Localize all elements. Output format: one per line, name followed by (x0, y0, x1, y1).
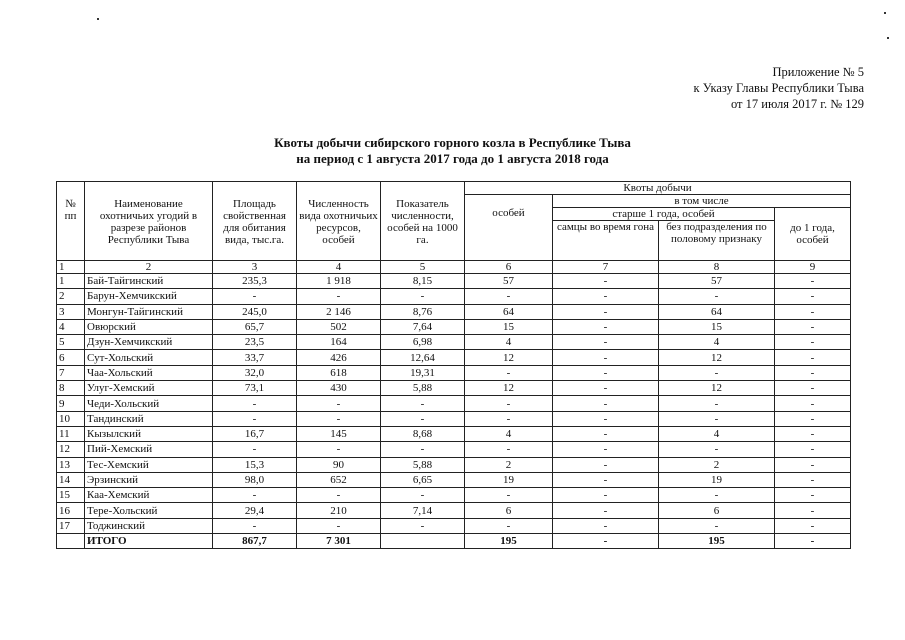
table-cell: - (775, 319, 851, 334)
district-name-cell: Чеди-Хольский (85, 396, 213, 411)
header-num: № пп (57, 182, 85, 261)
table-cell: - (775, 488, 851, 503)
table-cell: 8,15 (381, 274, 465, 289)
appendix-line-3: от 17 июля 2017 г. № 129 (730, 97, 864, 111)
document-title (0, 135, 905, 167)
table-cell: - (553, 381, 659, 396)
district-name-cell: Барун-Хемчикский (85, 289, 213, 304)
table-cell: - (213, 396, 297, 411)
table-cell: - (553, 488, 659, 503)
table-cell: 8,76 (381, 304, 465, 319)
column-number-row (57, 261, 851, 274)
table-cell: - (659, 411, 775, 426)
header-young: до 1 года, особей (775, 208, 851, 261)
table-row (57, 335, 851, 350)
table-cell: 6 (465, 503, 553, 518)
table-cell: - (775, 289, 851, 304)
table-cell: - (465, 442, 553, 457)
table-cell: - (465, 488, 553, 503)
quota-table (56, 181, 851, 549)
total-label: ИТОГО (85, 534, 213, 549)
table-cell: - (775, 503, 851, 518)
table-cell: - (775, 472, 851, 487)
appendix-note (694, 64, 864, 112)
table-cell: 32,0 (213, 365, 297, 380)
table-cell: 652 (297, 472, 381, 487)
table-cell: - (553, 442, 659, 457)
table-cell: - (659, 488, 775, 503)
table-cell: 2 (57, 289, 85, 304)
table-cell: 2 (465, 457, 553, 472)
table-cell: 245,0 (213, 304, 297, 319)
table-row (57, 365, 851, 380)
table-cell: - (297, 518, 381, 533)
column-number: 6 (465, 261, 553, 274)
table-cell: - (775, 365, 851, 380)
title-line-2: на период с 1 августа 2017 года до 1 августа 2018 года (296, 151, 609, 166)
district-name-cell: Эрзинский (85, 472, 213, 487)
table-row (57, 411, 851, 426)
table-row (57, 396, 851, 411)
table-cell: 210 (297, 503, 381, 518)
table-cell: 5,88 (381, 381, 465, 396)
table-cell: - (381, 396, 465, 411)
total-cell: 867,7 (213, 534, 297, 549)
table-cell: 73,1 (213, 381, 297, 396)
table-cell: 98,0 (213, 472, 297, 487)
table-cell: 19,31 (381, 365, 465, 380)
scan-speck (884, 12, 886, 14)
table-cell: 5 (57, 335, 85, 350)
table-row (57, 381, 851, 396)
table-cell: 9 (57, 396, 85, 411)
table-cell: 8 (57, 381, 85, 396)
table-cell: 164 (297, 335, 381, 350)
table-cell: 10 (57, 411, 85, 426)
table-cell: 1 918 (297, 274, 381, 289)
table-cell: 6 (659, 503, 775, 518)
table-cell: 6 (57, 350, 85, 365)
district-name-cell: Тес-Хемский (85, 457, 213, 472)
table-cell: - (659, 365, 775, 380)
table-cell: - (381, 518, 465, 533)
column-number: 9 (775, 261, 851, 274)
table-cell: 12 (465, 350, 553, 365)
table-cell: 15,3 (213, 457, 297, 472)
table-cell: - (775, 442, 851, 457)
column-number: 8 (659, 261, 775, 274)
table-cell: - (553, 518, 659, 533)
table-cell: - (553, 289, 659, 304)
table-cell: 145 (297, 426, 381, 441)
table-cell: - (775, 518, 851, 533)
appendix-line-1: Приложение № 5 (772, 65, 864, 79)
table-cell: - (775, 411, 851, 426)
table-cell: - (297, 411, 381, 426)
column-number: 3 (213, 261, 297, 274)
table-cell: 29,4 (213, 503, 297, 518)
table-cell: - (553, 396, 659, 411)
table-cell: - (553, 426, 659, 441)
table-row (57, 503, 851, 518)
table-cell: 13 (57, 457, 85, 472)
total-row (57, 534, 851, 549)
table-cell: - (659, 396, 775, 411)
table-cell: - (553, 503, 659, 518)
header-population: Численность вида охотничьих ресурсов, особей (297, 182, 381, 261)
table-row (57, 472, 851, 487)
table-cell: 4 (57, 319, 85, 334)
total-cell: 195 (659, 534, 775, 549)
table-row (57, 488, 851, 503)
table-cell: - (213, 442, 297, 457)
table-cell: 65,7 (213, 319, 297, 334)
table-cell: - (659, 289, 775, 304)
table-cell: 64 (465, 304, 553, 319)
table-cell: 2 146 (297, 304, 381, 319)
table-row (57, 319, 851, 334)
table-row (57, 457, 851, 472)
table-cell: 430 (297, 381, 381, 396)
appendix-line-2: к Указу Главы Республики Тыва (693, 81, 864, 95)
table-cell: - (465, 396, 553, 411)
table-cell: 15 (659, 319, 775, 334)
table-row (57, 289, 851, 304)
table-cell: - (553, 411, 659, 426)
total-cell: - (553, 534, 659, 549)
table-cell: 1 (57, 274, 85, 289)
table-row (57, 304, 851, 319)
table-row (57, 442, 851, 457)
table-cell: 6,65 (381, 472, 465, 487)
table-cell: - (297, 396, 381, 411)
header-males: самцы во время гона (553, 221, 659, 261)
table-cell: - (465, 289, 553, 304)
table-cell: 3 (57, 304, 85, 319)
scan-speck (887, 37, 889, 39)
table-cell: - (553, 335, 659, 350)
table-cell: 7 (57, 365, 85, 380)
table-cell: 502 (297, 319, 381, 334)
column-number: 4 (297, 261, 381, 274)
table-cell: - (775, 304, 851, 319)
column-number: 5 (381, 261, 465, 274)
table-cell: - (381, 488, 465, 503)
table-cell: 64 (659, 304, 775, 319)
table-cell: - (659, 442, 775, 457)
table-cell: 618 (297, 365, 381, 380)
table-cell: - (465, 365, 553, 380)
table-cell: 15 (465, 319, 553, 334)
table-row (57, 426, 851, 441)
header-total: особей (465, 195, 553, 261)
table-cell: - (553, 365, 659, 380)
table-cell: - (213, 518, 297, 533)
column-number: 7 (553, 261, 659, 274)
table-cell: - (553, 457, 659, 472)
table-cell: 15 (57, 488, 85, 503)
district-name-cell: Дзун-Хемчикский (85, 335, 213, 350)
table-cell: - (775, 350, 851, 365)
district-name-cell: Тоджинский (85, 518, 213, 533)
table-cell: 4 (659, 426, 775, 441)
table-cell: 90 (297, 457, 381, 472)
header-nosex: без подразделения по половому признаку (659, 221, 775, 261)
table-cell: - (775, 457, 851, 472)
table-cell: - (553, 350, 659, 365)
total-cell: 7 301 (297, 534, 381, 549)
district-name-cell: Кызылский (85, 426, 213, 441)
district-name-cell: Чаа-Хольский (85, 365, 213, 380)
table-cell: 12 (57, 442, 85, 457)
district-name-cell: Тере-Хольский (85, 503, 213, 518)
table-cell: 16 (57, 503, 85, 518)
header-quotas: Квоты добычи (465, 182, 851, 195)
table-cell: - (775, 426, 851, 441)
table-cell: - (553, 304, 659, 319)
table-cell: 6,98 (381, 335, 465, 350)
table-cell: - (775, 396, 851, 411)
table-cell: - (775, 335, 851, 350)
column-number: 2 (85, 261, 213, 274)
table-cell: 33,7 (213, 350, 297, 365)
header-older: старше 1 года, особей (553, 208, 775, 221)
table-cell: 23,5 (213, 335, 297, 350)
table-cell: - (553, 472, 659, 487)
table-cell: - (381, 289, 465, 304)
table-cell: 11 (57, 426, 85, 441)
table-cell: 12 (659, 350, 775, 365)
district-name-cell: Овюрский (85, 319, 213, 334)
table-cell: - (775, 274, 851, 289)
table-cell: - (213, 488, 297, 503)
table-cell: 7,14 (381, 503, 465, 518)
table-row (57, 274, 851, 289)
header-area: Площадь свойственная для обитания вида, тыс.га. (213, 182, 297, 261)
table-cell: - (297, 488, 381, 503)
district-name-cell: Монгун-Тайгинский (85, 304, 213, 319)
table-cell: 7,64 (381, 319, 465, 334)
total-cell: 195 (465, 534, 553, 549)
table-cell: - (297, 289, 381, 304)
district-name-cell: Бай-Тайгинский (85, 274, 213, 289)
district-name-cell: Пий-Хемский (85, 442, 213, 457)
total-cell (381, 534, 465, 549)
table-cell: 235,3 (213, 274, 297, 289)
table-cell: 12,64 (381, 350, 465, 365)
table-cell: 5,88 (381, 457, 465, 472)
table-cell: 8,68 (381, 426, 465, 441)
total-cell (57, 534, 85, 549)
table-cell: - (775, 381, 851, 396)
table-cell: - (297, 442, 381, 457)
table-cell: 17 (57, 518, 85, 533)
table-row (57, 518, 851, 533)
table-cell: - (659, 518, 775, 533)
table-cell: - (553, 319, 659, 334)
table-cell: 16,7 (213, 426, 297, 441)
table-cell: - (465, 411, 553, 426)
header-density: Показатель численности, особей на 1000 га. (381, 182, 465, 261)
table-cell: - (381, 411, 465, 426)
table-cell: 4 (659, 335, 775, 350)
table-cell: 57 (465, 274, 553, 289)
table-cell: - (213, 411, 297, 426)
table-cell: 2 (659, 457, 775, 472)
table-cell: 4 (465, 335, 553, 350)
table-row (57, 350, 851, 365)
table-cell: 4 (465, 426, 553, 441)
district-name-cell: Тандинский (85, 411, 213, 426)
total-cell: - (775, 534, 851, 549)
table-cell: 12 (465, 381, 553, 396)
header-including: в том числе (553, 195, 851, 208)
district-name-cell: Сут-Хольский (85, 350, 213, 365)
column-number: 1 (57, 261, 85, 274)
table-cell: 19 (465, 472, 553, 487)
table-cell: 19 (659, 472, 775, 487)
table-cell: - (213, 289, 297, 304)
table-cell: - (465, 518, 553, 533)
header-name: Наименование охотничьих угодий в разрезе районов Республики Тыва (85, 182, 213, 261)
table-cell: 14 (57, 472, 85, 487)
table-cell: 426 (297, 350, 381, 365)
table-cell: - (553, 274, 659, 289)
district-name-cell: Каа-Хемский (85, 488, 213, 503)
district-name-cell: Улуг-Хемский (85, 381, 213, 396)
table-cell: 57 (659, 274, 775, 289)
title-line-1: Квоты добычи сибирского горного козла в Республике Тыва (274, 135, 631, 150)
scan-speck (97, 18, 99, 20)
table-cell: 12 (659, 381, 775, 396)
table-cell: - (381, 442, 465, 457)
